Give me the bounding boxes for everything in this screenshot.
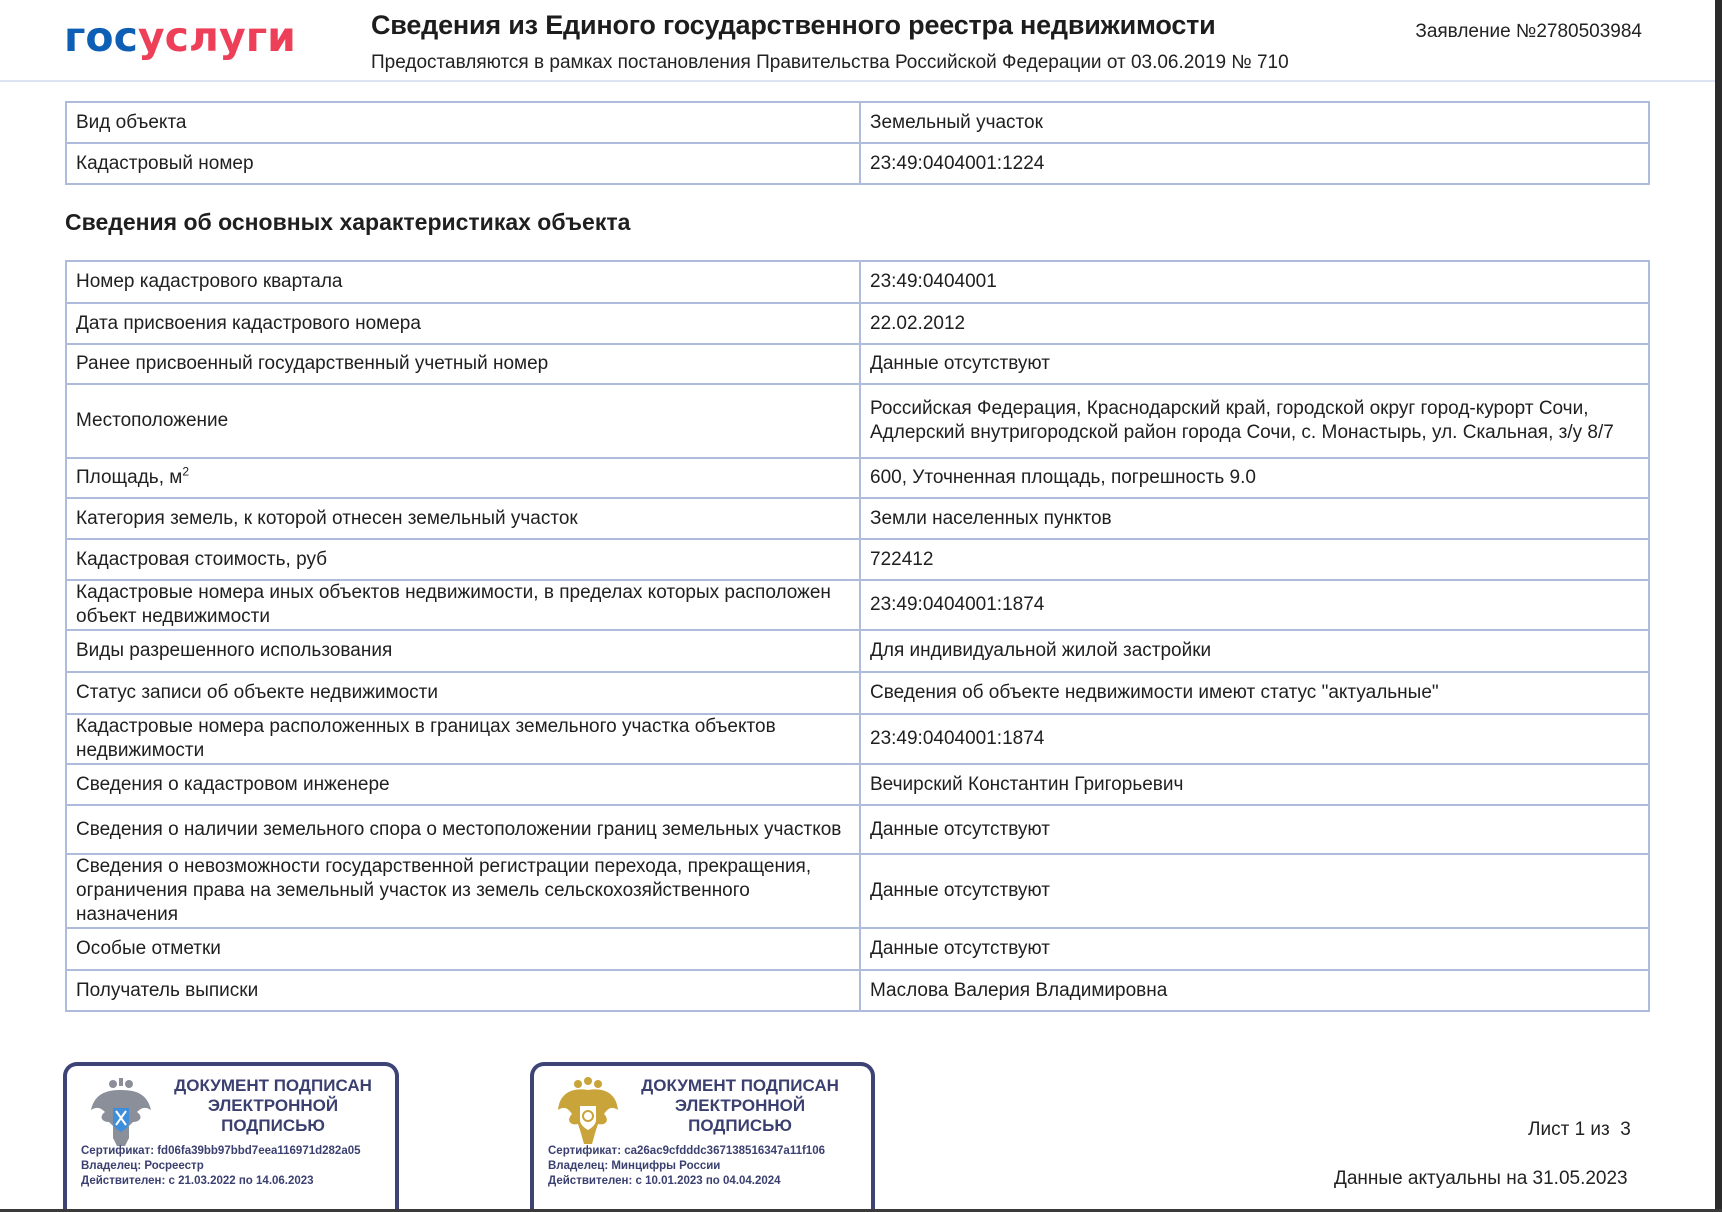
russian-coat-of-arms-icon bbox=[556, 1076, 620, 1148]
stamp-owner: Владелец: Минцифры России bbox=[548, 1160, 721, 1172]
table-row bbox=[66, 261, 1649, 303]
row-label bbox=[66, 539, 860, 580]
row-label bbox=[66, 970, 860, 1011]
table-row bbox=[66, 303, 1649, 344]
row-label-text: Категория земель, к которой отнесен земельный участок bbox=[76, 507, 578, 529]
row-label bbox=[66, 630, 860, 672]
row-value: 22.02.2012 bbox=[860, 303, 1649, 344]
row-label bbox=[66, 458, 860, 498]
row-label-text: Кадастровый номер bbox=[76, 152, 254, 174]
stamp-valid: Действителен: с 21.03.2022 по 14.06.2023 bbox=[81, 1175, 314, 1187]
row-value: Данные отсутствуют bbox=[860, 805, 1649, 854]
stamp-valid: Действителен: с 10.01.2023 по 04.04.2024 bbox=[548, 1175, 781, 1187]
table-row bbox=[66, 539, 1649, 580]
row-label-text: Кадастровая стоимость, руб bbox=[76, 548, 328, 570]
row-value: Земли населенных пунктов bbox=[860, 498, 1649, 539]
document-title: Сведения из Единого государственного реестра недвижимости bbox=[371, 10, 1216, 40]
table-row bbox=[66, 854, 1649, 928]
gosuslugi-logo bbox=[64, 12, 296, 62]
row-label-text: Площадь, м bbox=[76, 467, 183, 488]
row-label-text: Вид объекта bbox=[76, 111, 187, 133]
row-value: Данные отсутствуют bbox=[860, 928, 1649, 970]
row-label-text: Ранее присвоенный государственный учетный номер bbox=[76, 353, 549, 374]
viewer-edge bbox=[1715, 0, 1722, 1212]
row-label bbox=[66, 714, 860, 764]
row-value: Вечирский Константин Григорьевич bbox=[860, 764, 1649, 805]
data-actual-date: Данные актуальны на 31.05.2023 bbox=[1334, 1168, 1628, 1189]
row-value: Маслова Валерия Владимировна bbox=[860, 970, 1649, 1011]
rosreestr-eagle-icon bbox=[89, 1076, 153, 1148]
row-label-text: Местоположение bbox=[76, 410, 229, 431]
row-label bbox=[66, 143, 860, 184]
row-value: Российская Федерация, Краснодарский край, городской округ город-курорт Сочи, Адлерский внутригородской район города Сочи, с. Монастырь, ул. Скальная, з/у 8/7 bbox=[860, 384, 1649, 458]
row-label bbox=[66, 928, 860, 970]
row-value: 23:49:0404001:1874 bbox=[860, 580, 1649, 630]
row-label bbox=[66, 764, 860, 805]
row-label bbox=[66, 102, 860, 143]
row-label-text: Кадастровые номера расположенных в границах земельного участка объектов недвижимости bbox=[76, 716, 776, 761]
object-table bbox=[65, 101, 1650, 185]
row-label-text: Статус записи об объекте недвижимости bbox=[76, 682, 438, 703]
row-label bbox=[66, 672, 860, 714]
table-row bbox=[66, 384, 1649, 458]
row-label-superscript: 2 bbox=[182, 464, 190, 479]
table-row bbox=[66, 714, 1649, 764]
table-row bbox=[66, 498, 1649, 539]
row-value: 23:49:0404001 bbox=[860, 261, 1649, 303]
table-row bbox=[66, 970, 1649, 1011]
header-divider bbox=[0, 80, 1715, 82]
table-row bbox=[66, 580, 1649, 630]
table-row bbox=[66, 764, 1649, 805]
signature-stamp-rosreestr bbox=[63, 1062, 399, 1212]
table-row bbox=[66, 928, 1649, 970]
logo-part-gos: гос bbox=[64, 13, 138, 61]
stamp-title: ДОКУМЕНТ ПОДПИСАН ЭЛЕКТРОННОЙ ПОДПИСЬЮ bbox=[174, 1076, 372, 1135]
row-value: Данные отсутствуют bbox=[860, 854, 1649, 928]
row-label-text: Номер кадастрового квартала bbox=[76, 271, 343, 292]
signature-stamp-mintsifry bbox=[530, 1062, 875, 1212]
table-row bbox=[66, 805, 1649, 854]
stamp-certificate: Сертификат: fd06fa39bb97bbd7eea116971d282a05 bbox=[81, 1145, 361, 1157]
application-number: Заявление №2780503984 bbox=[1415, 21, 1642, 42]
document-subtitle: Предоставляются в рамках постановления Правительства Российской Федерации от 03.06.2019 № 710 bbox=[371, 52, 1289, 73]
row-value: Для индивидуальной жилой застройки bbox=[860, 630, 1649, 672]
row-value: 722412 bbox=[860, 539, 1649, 580]
table-row bbox=[66, 143, 1649, 184]
row-label bbox=[66, 344, 860, 384]
row-label-text: Сведения о невозможности государственной регистрации перехода, прекращения, ограничения права на земельный участок из земель сельскохозяйственного назначения bbox=[76, 856, 812, 925]
row-value: Данные отсутствуют bbox=[860, 344, 1649, 384]
stamp-info bbox=[548, 1144, 825, 1189]
row-label bbox=[66, 854, 860, 928]
row-label-text: Особые отметки bbox=[76, 938, 221, 959]
row-label bbox=[66, 261, 860, 303]
row-value: Сведения об объекте недвижимости имеют статус "актуальные" bbox=[860, 672, 1649, 714]
row-label bbox=[66, 580, 860, 630]
characteristics-table bbox=[65, 260, 1650, 1012]
table-row bbox=[66, 630, 1649, 672]
row-value: 600, Уточненная площадь, погрешность 9.0 bbox=[860, 458, 1649, 498]
table-row bbox=[66, 102, 1649, 143]
page-counter: Лист 1 из 3 bbox=[1528, 1119, 1631, 1140]
logo-part-uslugi: услуги bbox=[137, 13, 296, 61]
table-row bbox=[66, 458, 1649, 498]
section-title-characteristics: Сведения об основных характеристиках объекта bbox=[65, 209, 631, 235]
row-label bbox=[66, 303, 860, 344]
row-value: 23:49:0404001:1224 bbox=[860, 143, 1649, 184]
stamp-owner: Владелец: Росреестр bbox=[81, 1160, 204, 1172]
row-label-text: Дата присвоения кадастрового номера bbox=[76, 312, 421, 334]
row-label-text: Сведения о кадастровом инженере bbox=[76, 773, 390, 795]
stamp-certificate: Сертификат: ca26ac9cfdddc367138516347a11f106 bbox=[548, 1145, 825, 1157]
row-label bbox=[66, 384, 860, 458]
table-row bbox=[66, 672, 1649, 714]
row-label-text: Кадастровые номера иных объектов недвижимости, в пределах которых расположен объект недвижимости bbox=[76, 582, 831, 627]
row-label bbox=[66, 498, 860, 539]
stamp-title: ДОКУМЕНТ ПОДПИСАН ЭЛЕКТРОННОЙ ПОДПИСЬЮ bbox=[641, 1076, 839, 1135]
stamp-info bbox=[81, 1144, 361, 1189]
row-label-text: Сведения о наличии земельного спора о местоположении границ земельных участков bbox=[76, 818, 842, 840]
row-label bbox=[66, 805, 860, 854]
row-value: Земельный участок bbox=[860, 102, 1649, 143]
row-value: 23:49:0404001:1874 bbox=[860, 714, 1649, 764]
table-row bbox=[66, 344, 1649, 384]
row-label-text: Получатель выписки bbox=[76, 979, 259, 1001]
row-label-text: Виды разрешенного использования bbox=[76, 640, 393, 661]
